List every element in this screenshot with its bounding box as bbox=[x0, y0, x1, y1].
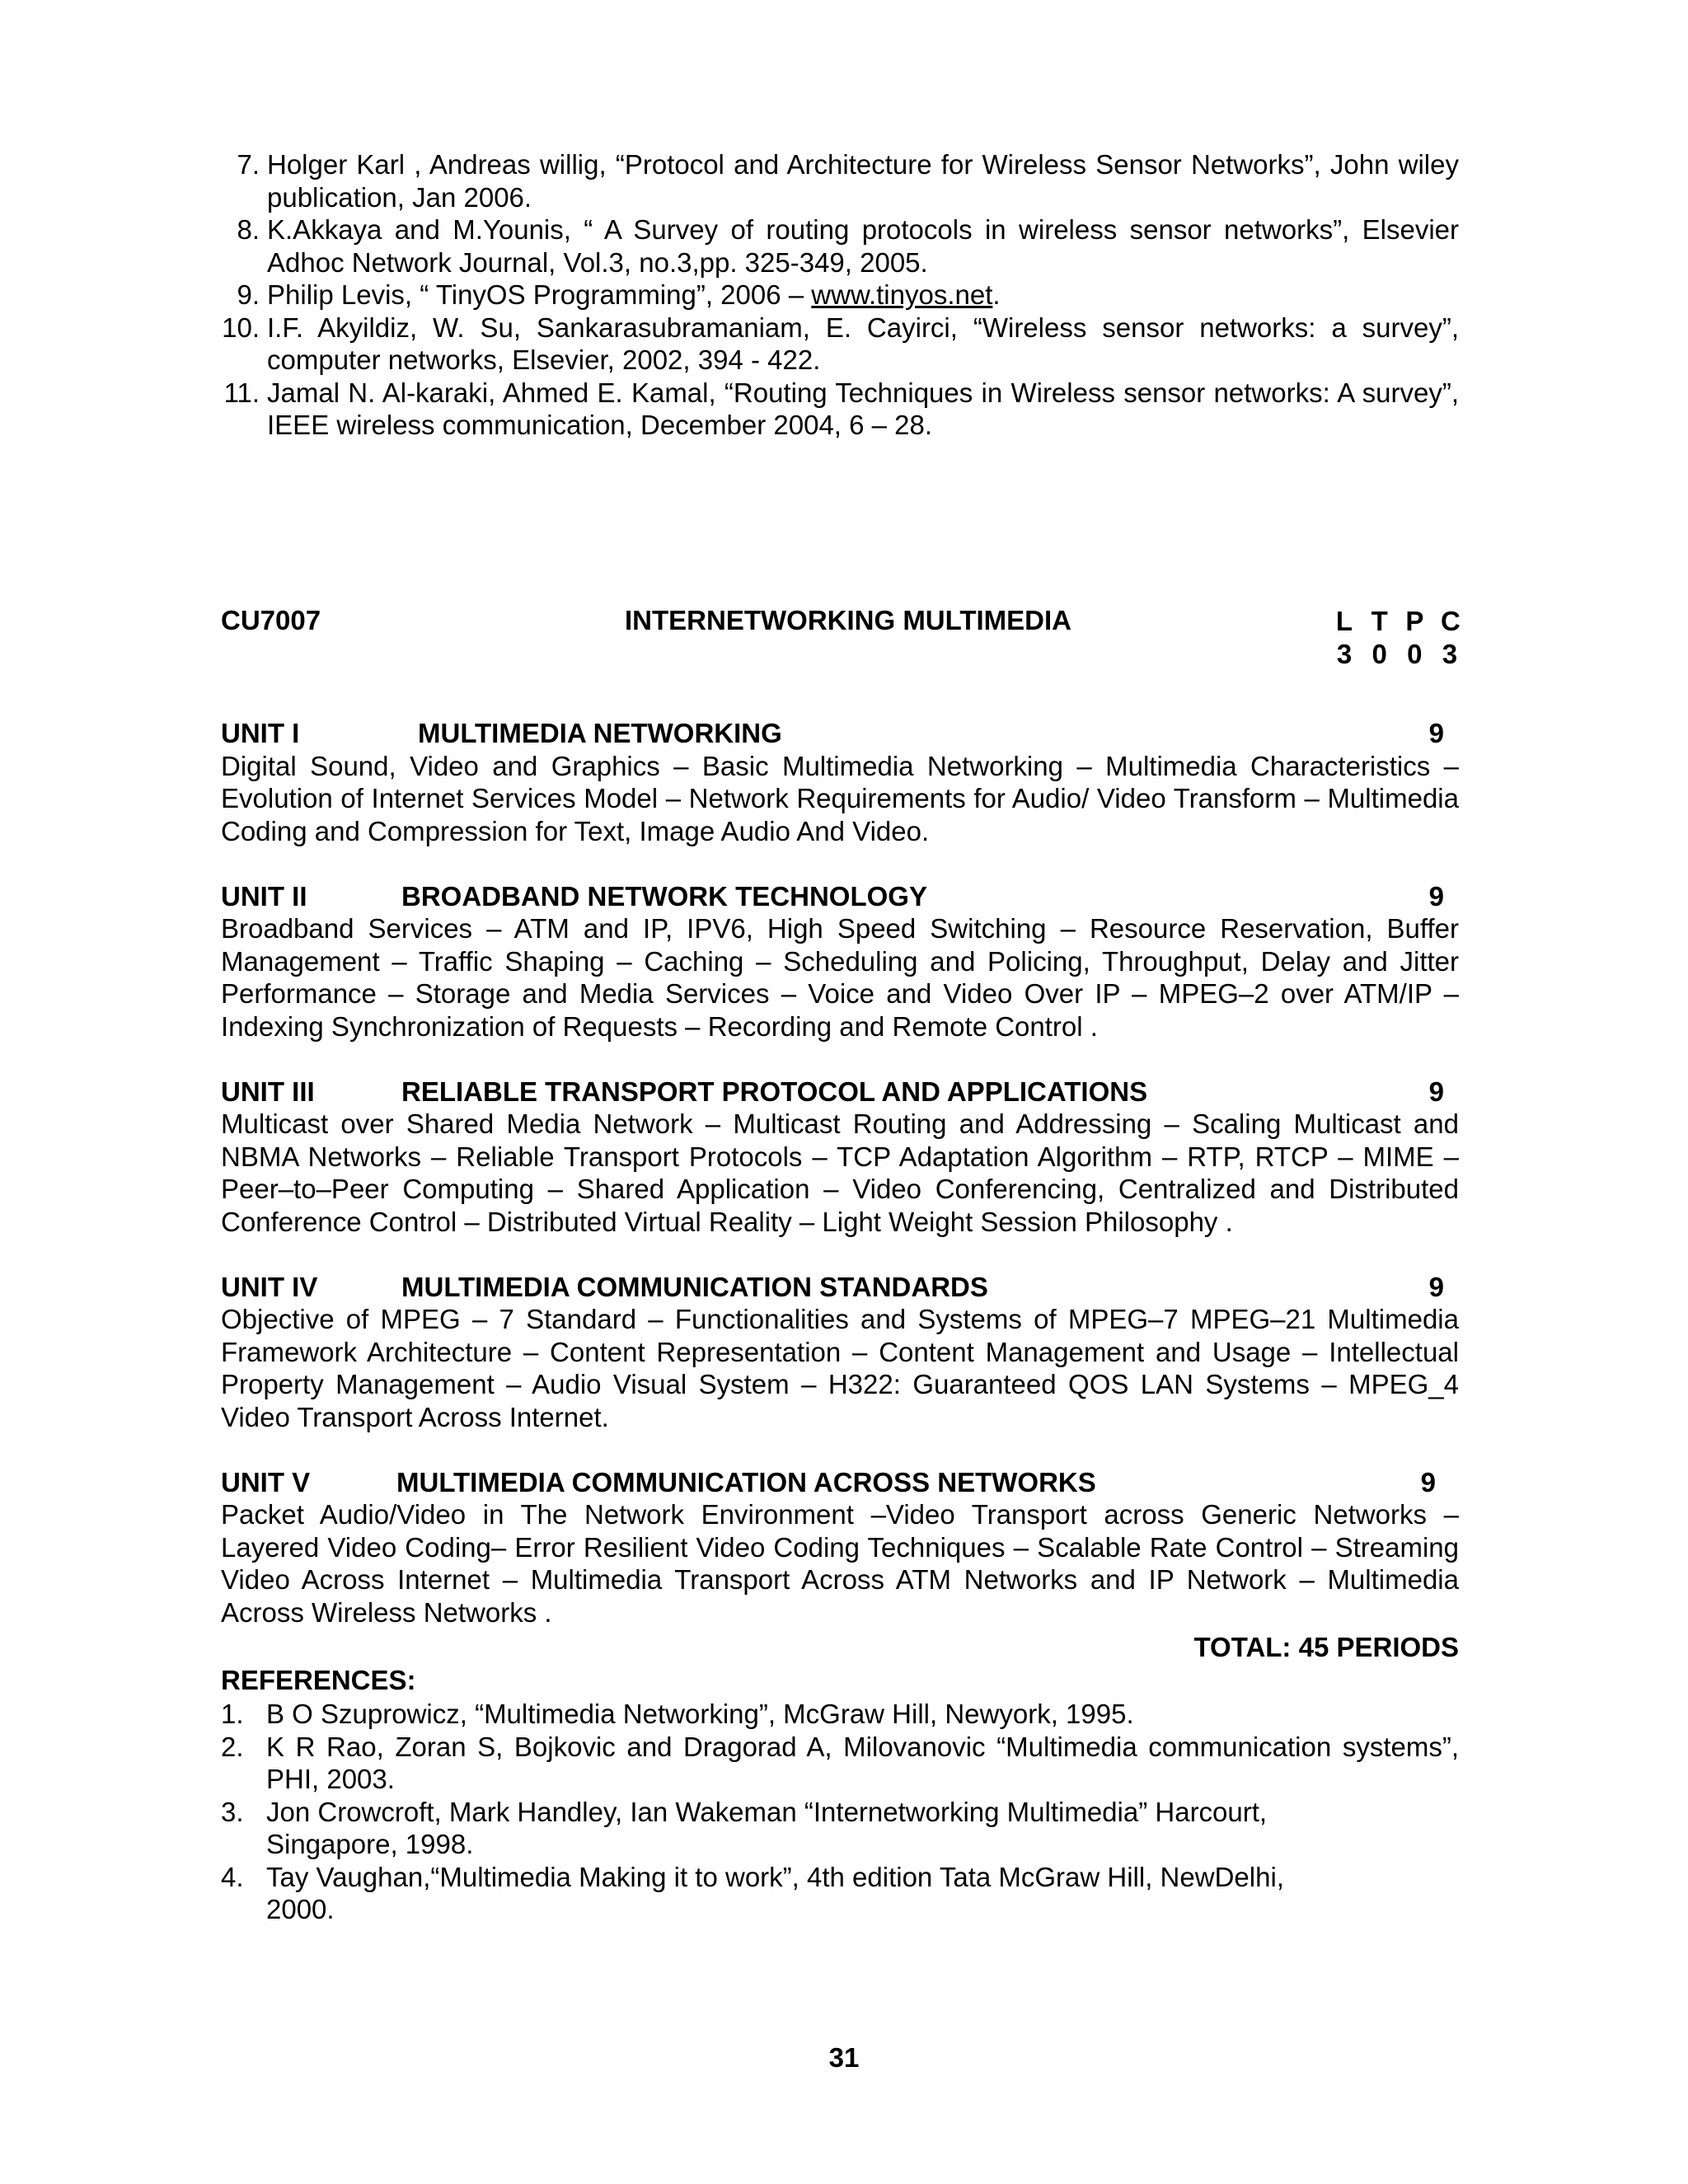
unit-section bbox=[221, 1271, 1459, 1434]
unit-body: Objective of MPEG – 7 Standard – Functionalities and Systems of MPEG–7 MPEG–21 Multimedia Framework Architecture – Content Representation – Content Management and Usage – Intellectual Property Management – Audio Visual System – H322: Guaranteed QOS LAN Systems – MPEG_4 Video Transport Across Internet. bbox=[221, 1304, 1459, 1432]
unit-name: UNIT III bbox=[221, 1076, 315, 1107]
reference-line: Jon Crowcroft, Mark Handley, Ian Wakeman “Internetworking Multimedia” Harcourt, bbox=[266, 1796, 1268, 1827]
unit-body: Digital Sound, Video and Graphics – Basic Multimedia Networking – Multimedia Characteristics – Evolution of Internet Services Model – Network Requirements for Audio/ Video Transform – Multimedia Coding and Compression for Text, Image Audio And Video. bbox=[221, 750, 1459, 846]
unit-section bbox=[221, 880, 1459, 1043]
unit-heading bbox=[221, 1466, 1459, 1499]
reference-number: 7. bbox=[237, 149, 260, 180]
reference-text bbox=[266, 1796, 1459, 1861]
ltpc-label: L bbox=[1335, 606, 1353, 636]
reference-item bbox=[221, 1861, 1459, 1926]
references-heading: REFERENCES: bbox=[221, 1665, 416, 1695]
reference-text-after-link: . bbox=[992, 279, 1001, 310]
unit-heading bbox=[221, 1076, 1459, 1108]
unit-section bbox=[221, 717, 1459, 847]
unit-section bbox=[221, 1466, 1459, 1629]
reference-item bbox=[221, 1796, 1459, 1861]
reference-item bbox=[221, 279, 1459, 312]
ltpc-value: 0 bbox=[1372, 638, 1387, 669]
reference-number: 8. bbox=[237, 214, 260, 245]
unit-name: UNIT IV bbox=[221, 1271, 318, 1302]
reference-line: Singapore, 1998. bbox=[266, 1829, 474, 1859]
reference-item bbox=[221, 148, 1459, 213]
ltpc-labels bbox=[1335, 605, 1459, 638]
unit-hours: 9 bbox=[1428, 1076, 1444, 1107]
unit-hours: 9 bbox=[1428, 1271, 1444, 1302]
reference-text: K R Rao, Zoran S, Bojkovic and Dragorad A, Milovanovic “Multimedia communication systems”, PHI, 2003. bbox=[266, 1731, 1459, 1794]
unit-name: UNIT II bbox=[221, 880, 307, 912]
ltpc-label: C bbox=[1440, 606, 1461, 636]
ltpc-table bbox=[1335, 605, 1459, 670]
unit-title: BROADBAND NETWORK TECHNOLOGY bbox=[401, 880, 927, 912]
reference-line: Tay Vaughan,“Multimedia Making it to work”, 4th edition Tata McGraw Hill, NewDelhi, bbox=[266, 1861, 1284, 1892]
course-code: CU7007 bbox=[221, 605, 321, 635]
reference-text bbox=[266, 1861, 1459, 1926]
reference-item bbox=[221, 312, 1459, 377]
reference-number: 9. bbox=[237, 279, 260, 310]
previous-course-references bbox=[221, 148, 1459, 442]
unit-hours: 9 bbox=[1428, 880, 1444, 912]
reference-number: 3. bbox=[221, 1796, 244, 1827]
unit-name: UNIT V bbox=[221, 1466, 311, 1497]
reference-item bbox=[221, 1731, 1459, 1796]
tinyos-link[interactable]: www.tinyos.net bbox=[811, 279, 993, 310]
unit-body: Multicast over Shared Media Network – Multicast Routing and Addressing – Scaling Multicast and NBMA Networks – Reliable Transport Protocols – TCP Adaptation Algorithm – RTP, RTCP – MIME – Peer–to–Peer Computing – Shared Application – Video Conferencing, Centralized and Distributed Conference Control – Distributed Virtual Reality – Light Weight Session Philosophy . bbox=[221, 1108, 1459, 1237]
reference-text: B O Szuprowicz, “Multimedia Networking”, McGraw Hill, Newyork, 1995. bbox=[266, 1699, 1134, 1729]
unit-body: Packet Audio/Video in The Network Environment –Video Transport across Generic Networks – Layered Video Coding– Error Resilient Video Coding Techniques – Scalable Rate Control – Streaming Video Across Internet – Multimedia Transport Across ATM Networks and IP Network – Multimedia Across Wireless Networks . bbox=[221, 1499, 1459, 1628]
unit-title: MULTIMEDIA COMMUNICATION STANDARDS bbox=[401, 1271, 988, 1302]
course-references bbox=[221, 1698, 1459, 1926]
reference-text-before-link: Philip Levis, “ TinyOS Programming”, 2006 – bbox=[267, 279, 812, 310]
reference-number: 4. bbox=[221, 1861, 244, 1892]
reference-text: K.Akkaya and M.Younis, “ A Survey of routing protocols in wireless sensor networks”, Elsevier Adhoc Network Journal, Vol.3, no.3,pp. 325-349, 2005. bbox=[267, 214, 1459, 278]
unit-hours: 9 bbox=[1428, 718, 1444, 748]
reference-text: I.F. Akyildiz, W. Su, Sankarasubramaniam, E. Cayirci, “Wireless sensor networks: a survey”, computer networks, Elsevier, 2002, 394 - 422. bbox=[267, 312, 1459, 375]
page-number: 31 bbox=[828, 2042, 860, 2073]
reference-text: Jamal N. Al-karaki, Ahmed E. Kamal, “Routing Techniques in Wireless sensor networks: A survey”, IEEE wireless communication, December 2004, 6 – 28. bbox=[267, 377, 1459, 440]
ltpc-value: 0 bbox=[1407, 638, 1423, 669]
total-periods: TOTAL: 45 PERIODS bbox=[1193, 1632, 1459, 1662]
unit-title: MULTIMEDIA COMMUNICATION ACROSS NETWORKS bbox=[396, 1466, 1096, 1497]
course-title: INTERNETWORKING MULTIMEDIA bbox=[625, 605, 1072, 635]
reference-item bbox=[221, 213, 1459, 279]
reference-item bbox=[221, 1698, 1459, 1731]
reference-number: 2. bbox=[221, 1731, 244, 1762]
course-units bbox=[221, 717, 1459, 1661]
unit-title: RELIABLE TRANSPORT PROTOCOL AND APPLICATIONS bbox=[401, 1076, 1148, 1107]
ltpc-value: 3 bbox=[1442, 638, 1458, 669]
unit-title: MULTIMEDIA NETWORKING bbox=[418, 718, 782, 748]
unit-heading bbox=[221, 717, 1459, 750]
ltpc-label: P bbox=[1405, 606, 1424, 636]
unit-heading bbox=[221, 880, 1459, 913]
unit-section bbox=[221, 1076, 1459, 1239]
unit-body: Broadband Services – ATM and IP, IPV6, High Speed Switching – Resource Reservation, Buffer Management – Traffic Shaping – Caching – Scheduling and Policing, Throughput, Delay and Jitter Performance – Storage and Media Services – Voice and Video Over IP – MPEG–2 over ATM/IP – Indexing Synchronization of Requests – Recording and Remote Control . bbox=[221, 913, 1459, 1042]
reference-number: 1. bbox=[221, 1699, 244, 1729]
reference-line: 2000. bbox=[266, 1894, 335, 1924]
reference-item bbox=[221, 377, 1459, 442]
reference-text bbox=[267, 279, 1459, 312]
reference-number: 11. bbox=[223, 377, 260, 408]
unit-name: UNIT I bbox=[221, 718, 300, 748]
reference-number: 10. bbox=[222, 312, 260, 343]
unit-heading bbox=[221, 1271, 1459, 1304]
ltpc-label: T bbox=[1371, 606, 1388, 636]
unit-hours: 9 bbox=[1420, 1466, 1436, 1497]
ltpc-values bbox=[1335, 638, 1459, 671]
ltpc-value: 3 bbox=[1336, 638, 1353, 669]
reference-text: Holger Karl , Andreas willig, “Protocol and Architecture for Wireless Sensor Networks”, John wiley publication, Jan 2006. bbox=[267, 149, 1459, 213]
